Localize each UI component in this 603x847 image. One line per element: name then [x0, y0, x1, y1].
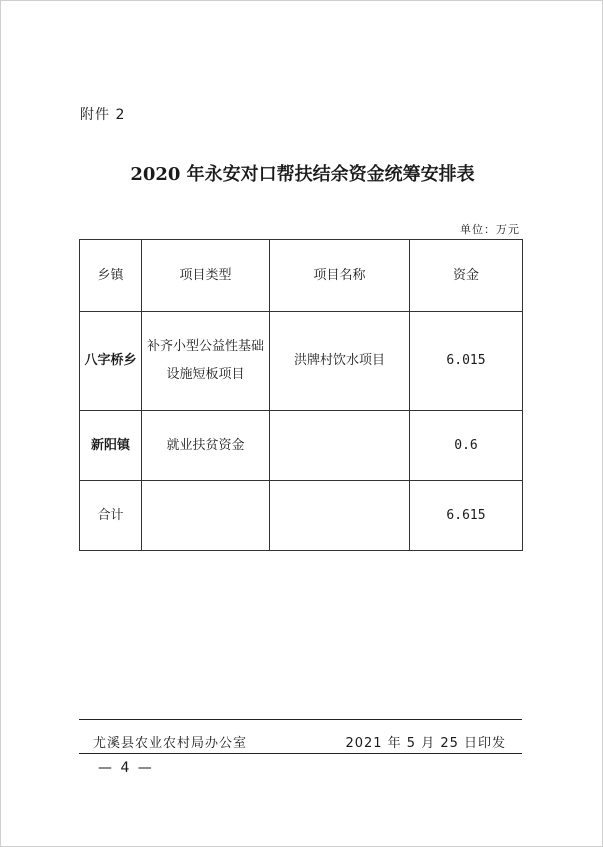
- cell-total-label: 合计: [80, 481, 142, 551]
- cell-project-type: 就业扶贫资金: [142, 411, 270, 481]
- attachment-label: 附件 2: [80, 107, 126, 123]
- cell-town: 八字桥乡: [80, 312, 142, 411]
- header-funds: 资金: [410, 240, 523, 312]
- issuer-label: 尤溪县农业农村局办公室: [93, 736, 248, 751]
- cell-project-type: 补齐小型公益性基础设施短板项目: [142, 312, 270, 411]
- footer-bottom-rule: [79, 753, 522, 754]
- cell-town: 新阳镇: [80, 411, 142, 481]
- table-row: [80, 411, 523, 481]
- print-date: 2021 年 5 月 25 日印发: [345, 736, 506, 751]
- page-number: — 4 —: [98, 760, 154, 776]
- table-header-row: [80, 240, 523, 312]
- header-project-name: 项目名称: [270, 240, 410, 312]
- table-row: [80, 312, 523, 411]
- cell-funds: 0.6: [410, 411, 523, 481]
- unit-label: 单位：万元: [460, 223, 520, 236]
- header-town: 乡镇: [80, 240, 142, 312]
- cell-project-type: [142, 481, 270, 551]
- cell-total-funds: 6.615: [410, 481, 523, 551]
- footer-top-rule: [79, 719, 522, 720]
- cell-project-name: [270, 411, 410, 481]
- header-project-type: 项目类型: [142, 240, 270, 312]
- document-title: 2020 年永安对口帮扶结余资金统筹安排表: [130, 164, 475, 185]
- table-total-row: [80, 481, 523, 551]
- cell-funds: 6.015: [410, 312, 523, 411]
- fund-allocation-table: [79, 239, 523, 551]
- cell-project-name: [270, 481, 410, 551]
- cell-project-name: 洪牌村饮水项目: [270, 312, 410, 411]
